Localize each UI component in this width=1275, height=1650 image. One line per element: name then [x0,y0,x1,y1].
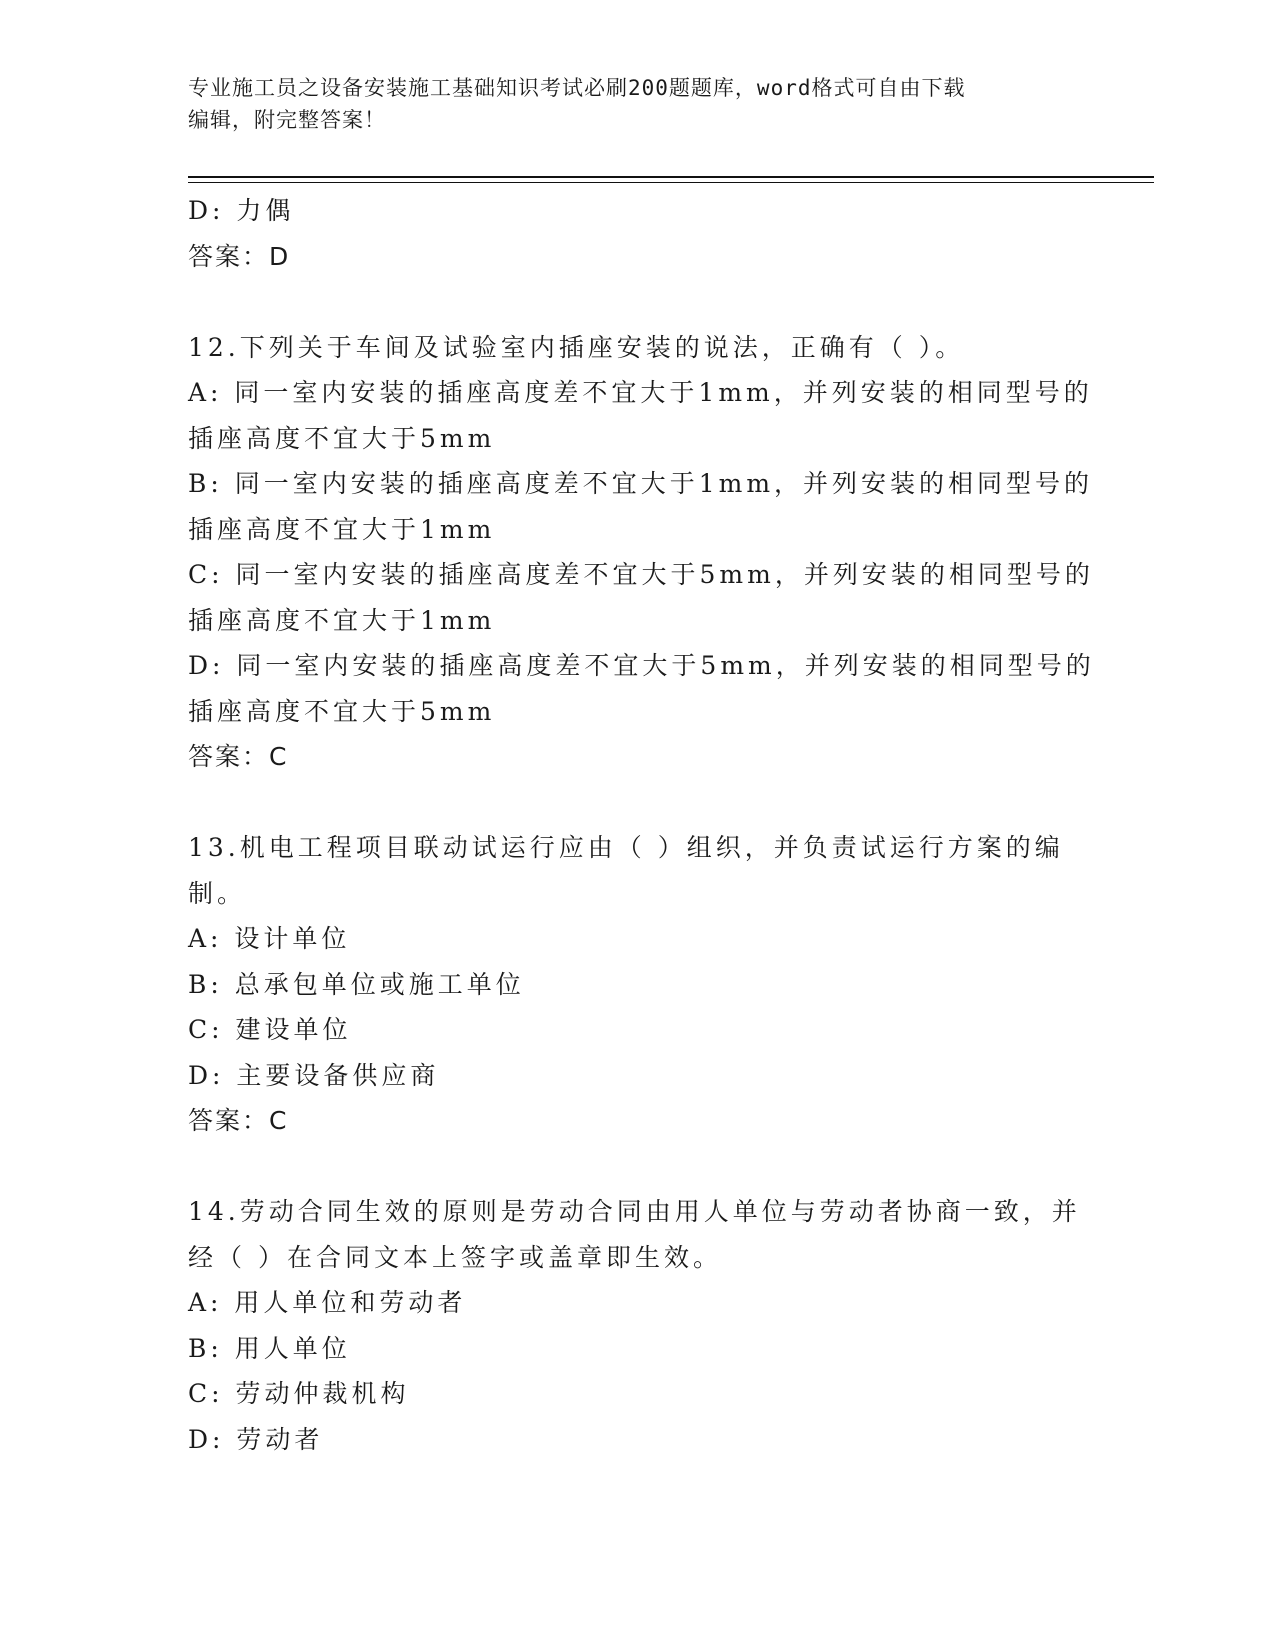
question-stem-continued: 经（ ）在合同文本上签字或盖章即生效。 [188,1242,722,1272]
option-b: B: 用人单位 [188,1333,351,1363]
header-title-line-2: 编辑，附完整答案！ [188,108,386,132]
question-stem: 14.劳动合同生效的原则是劳动合同由用人单位与劳动者协商一致，并 [188,1197,1081,1226]
answer-line: 答案：C [188,1106,289,1135]
question-14 [188,1189,1081,1462]
option-d: D: 劳动者 [188,1424,324,1454]
option-a: A: 用人单位和劳动者 [188,1288,467,1317]
option-a-continued: 插座高度不宜大于5mm [188,423,496,453]
option-b-continued: 插座高度不宜大于1mm [188,514,496,544]
header-divider-thin [188,182,1154,183]
header-title-line-1: 专业施工员之设备安装施工基础知识考试必刷200题题库，word格式可自由下载 [188,76,966,100]
question-stem-continued: 制。 [188,878,247,908]
document-header [188,72,1068,136]
option-c: C: 劳动仲裁机构 [188,1379,410,1408]
option-c: C: 建设单位 [188,1015,352,1044]
question-stem: 12.下列关于车间及试验室内插座安装的说法，正确有（ ）。 [188,332,965,362]
question-stem: 13.机电工程项目联动试运行应由（ ）组织，并负责试运行方案的编 [188,833,1064,862]
question-11-tail [188,188,1078,279]
option-d: D: 力偶 [188,196,295,225]
spacer [188,1144,1078,1190]
answer-line: 答案：C [188,742,289,771]
option-c: C: 同一室内安装的插座高度差不宜大于5mm，并列安装的相同型号的 [188,560,1094,589]
option-d: D: 同一室内安装的插座高度差不宜大于5mm，并列安装的相同型号的 [188,651,1095,680]
option-d-continued: 插座高度不宜大于5mm [188,696,496,726]
option-b: B: 同一室内安装的插座高度差不宜大于1mm，并列安装的相同型号的 [188,469,1094,498]
option-a: A: 设计单位 [188,924,351,953]
question-12 [188,325,1095,780]
spacer [188,780,1078,826]
spacer [188,279,1078,325]
option-c-continued: 插座高度不宜大于1mm [188,605,496,635]
question-list [188,188,1095,1462]
answer-line: 答案：D [188,241,291,271]
option-b: B: 总承包单位或施工单位 [188,969,525,999]
option-d: D: 主要设备供应商 [188,1060,440,1090]
header-divider-thick [188,176,1154,178]
option-a: A: 同一室内安装的插座高度差不宜大于1mm，并列安装的相同型号的 [188,378,1093,407]
question-13 [188,825,1078,1144]
